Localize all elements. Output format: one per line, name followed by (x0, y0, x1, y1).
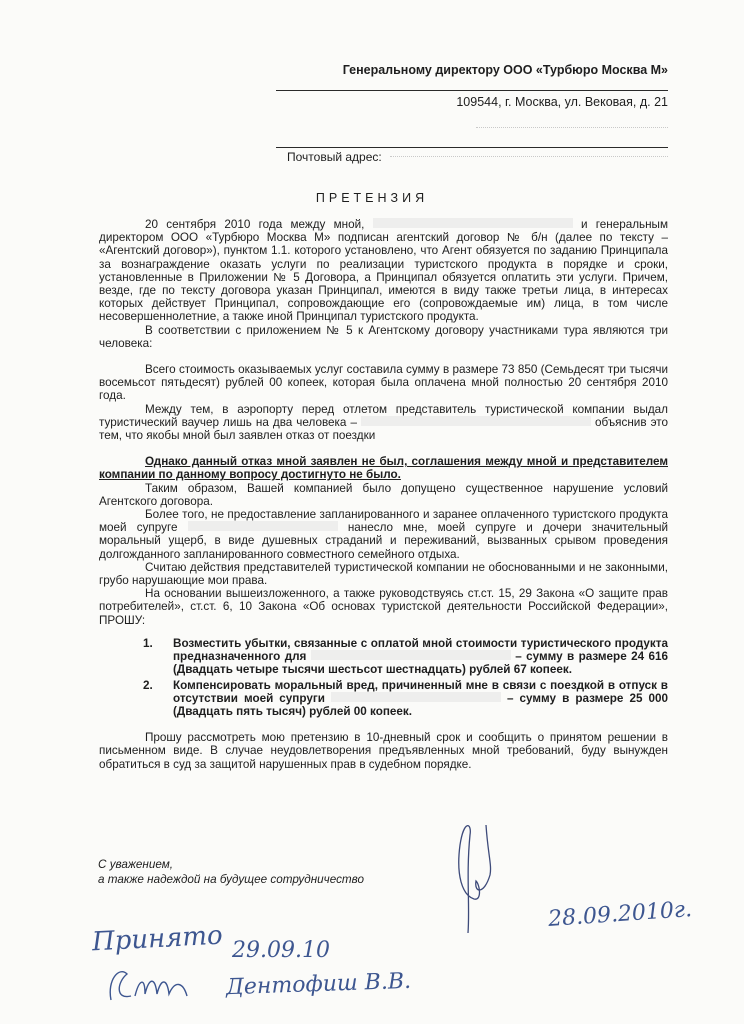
addressee: Генеральному директору ООО «Турбюро Москва М» (342, 63, 668, 77)
redacted-participants-line (99, 350, 668, 363)
addressee-rule (276, 90, 668, 91)
document-body (99, 218, 668, 771)
receiver-initials-image (105, 960, 195, 1010)
document-title: ПРЕТЕНЗИЯ (315, 191, 429, 205)
demand-item: 1. Возместить убытки, связанные с оплатой мной стоимости туристического продукта предназначенного для – сумму в размере 24 616 (Двадцать четыре тысячи шестьсот шестнадцать) рублей 67 копеек. (143, 636, 669, 677)
paragraph-legal-basis: На основании вышеизложенного, а также руководствуясь ст.ст. 15, 29 Закона «О защите прав потребителей», ст.ст. 6, 10 Закона «Об основах туристской деятельности Российской Федерации», ПРОШУ: (99, 587, 668, 627)
paragraph-violation: Таким образом, Вашей компанией было допущено существенное нарушение условий Агентского договора. (99, 481, 668, 508)
paragraph-moral-damage: Более того, не предоставление запланированного и заранее оплаченного туристского продукта моей супруге нанесло мне, моей супруге и дочери значительный моральный ущерб, в виде душевных страданий и переживаний, вызванных срывом проведения долгожданного запланированного совместного семейного отдыха. (99, 508, 669, 561)
postal-rule (276, 147, 668, 148)
closing-hope: а также надеждой на будущее сотрудничество (98, 872, 365, 886)
handwritten-received-date: 29.09.10 (232, 938, 330, 963)
handwritten-received: Принято (91, 920, 224, 958)
handwritten-receiver-name: Дентофиш В.В. (225, 968, 412, 1001)
redacted-postal-line (390, 156, 668, 158)
demand-number: 1. (143, 636, 153, 650)
redacted-recipient (311, 650, 511, 660)
demand-number: 2. (143, 678, 153, 692)
closing-regards: С уважением, (98, 858, 173, 871)
paragraph-voucher: Между тем, в аэропорту перед отлетом представитель туристической компании выдал туристический ваучер лишь на два человека – объяснив это тем, что якобы мной был заявлен отказ от поездки (99, 402, 668, 443)
postal-address-label: Почтовый адрес: (287, 150, 382, 164)
redacted-names (361, 416, 591, 426)
paragraph-request: Прошу рассмотреть мою претензию в 10-дневный срок и сообщить о принятом решении в письменном виде. В случае неудовлетворения предъявленных мной требований, буду вынужден обратиться в суд за защитой нарушенных прав в судебном порядке. (99, 731, 668, 771)
company-address: 109544, г. Москва, ул. Вековая, д. 21 (456, 95, 668, 109)
redacted-spouse (331, 692, 501, 702)
paragraph-agreement: 20 сентября 2010 года между мной, и генеральным директором ООО «Турбюро Москва М» подписан агентский договор № б/н (далее по тексту – «Агентский договор»), пунктом 1.1. которого установлено, что Агент обязуется по заданию Принципала за вознаграждение оказать услуги по реализации туристского продукта в порядке и сроки, установленные в Приложении № 5 Договора, а Принципал обязуется оплатить эти услуги. Причем, везде, где по тексту договора указан Принципал, имеются в виду также третьи лица, в интересах которых действует Принципал, сопровождающие его (сопровождаемые им) лица, в том числе несовершеннолетние, а также иной Принципал туристского продукта. (99, 218, 668, 324)
closing (98, 858, 364, 887)
paragraph-unlawful: Считаю действия представителей туристической компании не обоснованными и не законными, грубо нарушающие мои права. (99, 560, 668, 588)
paragraph-no-refusal: Однако данный отказ мной заявлен не был, соглашения между мной и представителем компании по данному вопросу достигнуто не было. (99, 455, 668, 482)
signature-image (440, 815, 520, 935)
paragraph-cost: Всего стоимость оказываемых услуг составила сумму в размере 73 850 (Семьдесят три тысячи восемьсот пятьдесят) рублей 00 копеек, которая была оплачена мной полностью 20 сентября 2010 года. (99, 363, 668, 403)
redacted-sender-line (476, 127, 668, 129)
demand-item: 2. Компенсировать моральный вред, причиненный мне в связи с поездкой в отпуск в отсутствии моей супруги – сумму в размере 25 000 (Двадцать пять тысяч) рублей 00 копеек. (143, 678, 668, 718)
redacted-voucher-line (99, 442, 668, 455)
demands-list (99, 637, 668, 718)
paragraph-participants: В соответствии с приложением № 5 к Агентскому договору участниками тура являются три человека: (99, 323, 668, 350)
handwritten-sign-date: 28.09.2010г. (547, 897, 693, 932)
redacted-name (373, 218, 573, 228)
redacted-spouse-name (188, 521, 338, 531)
